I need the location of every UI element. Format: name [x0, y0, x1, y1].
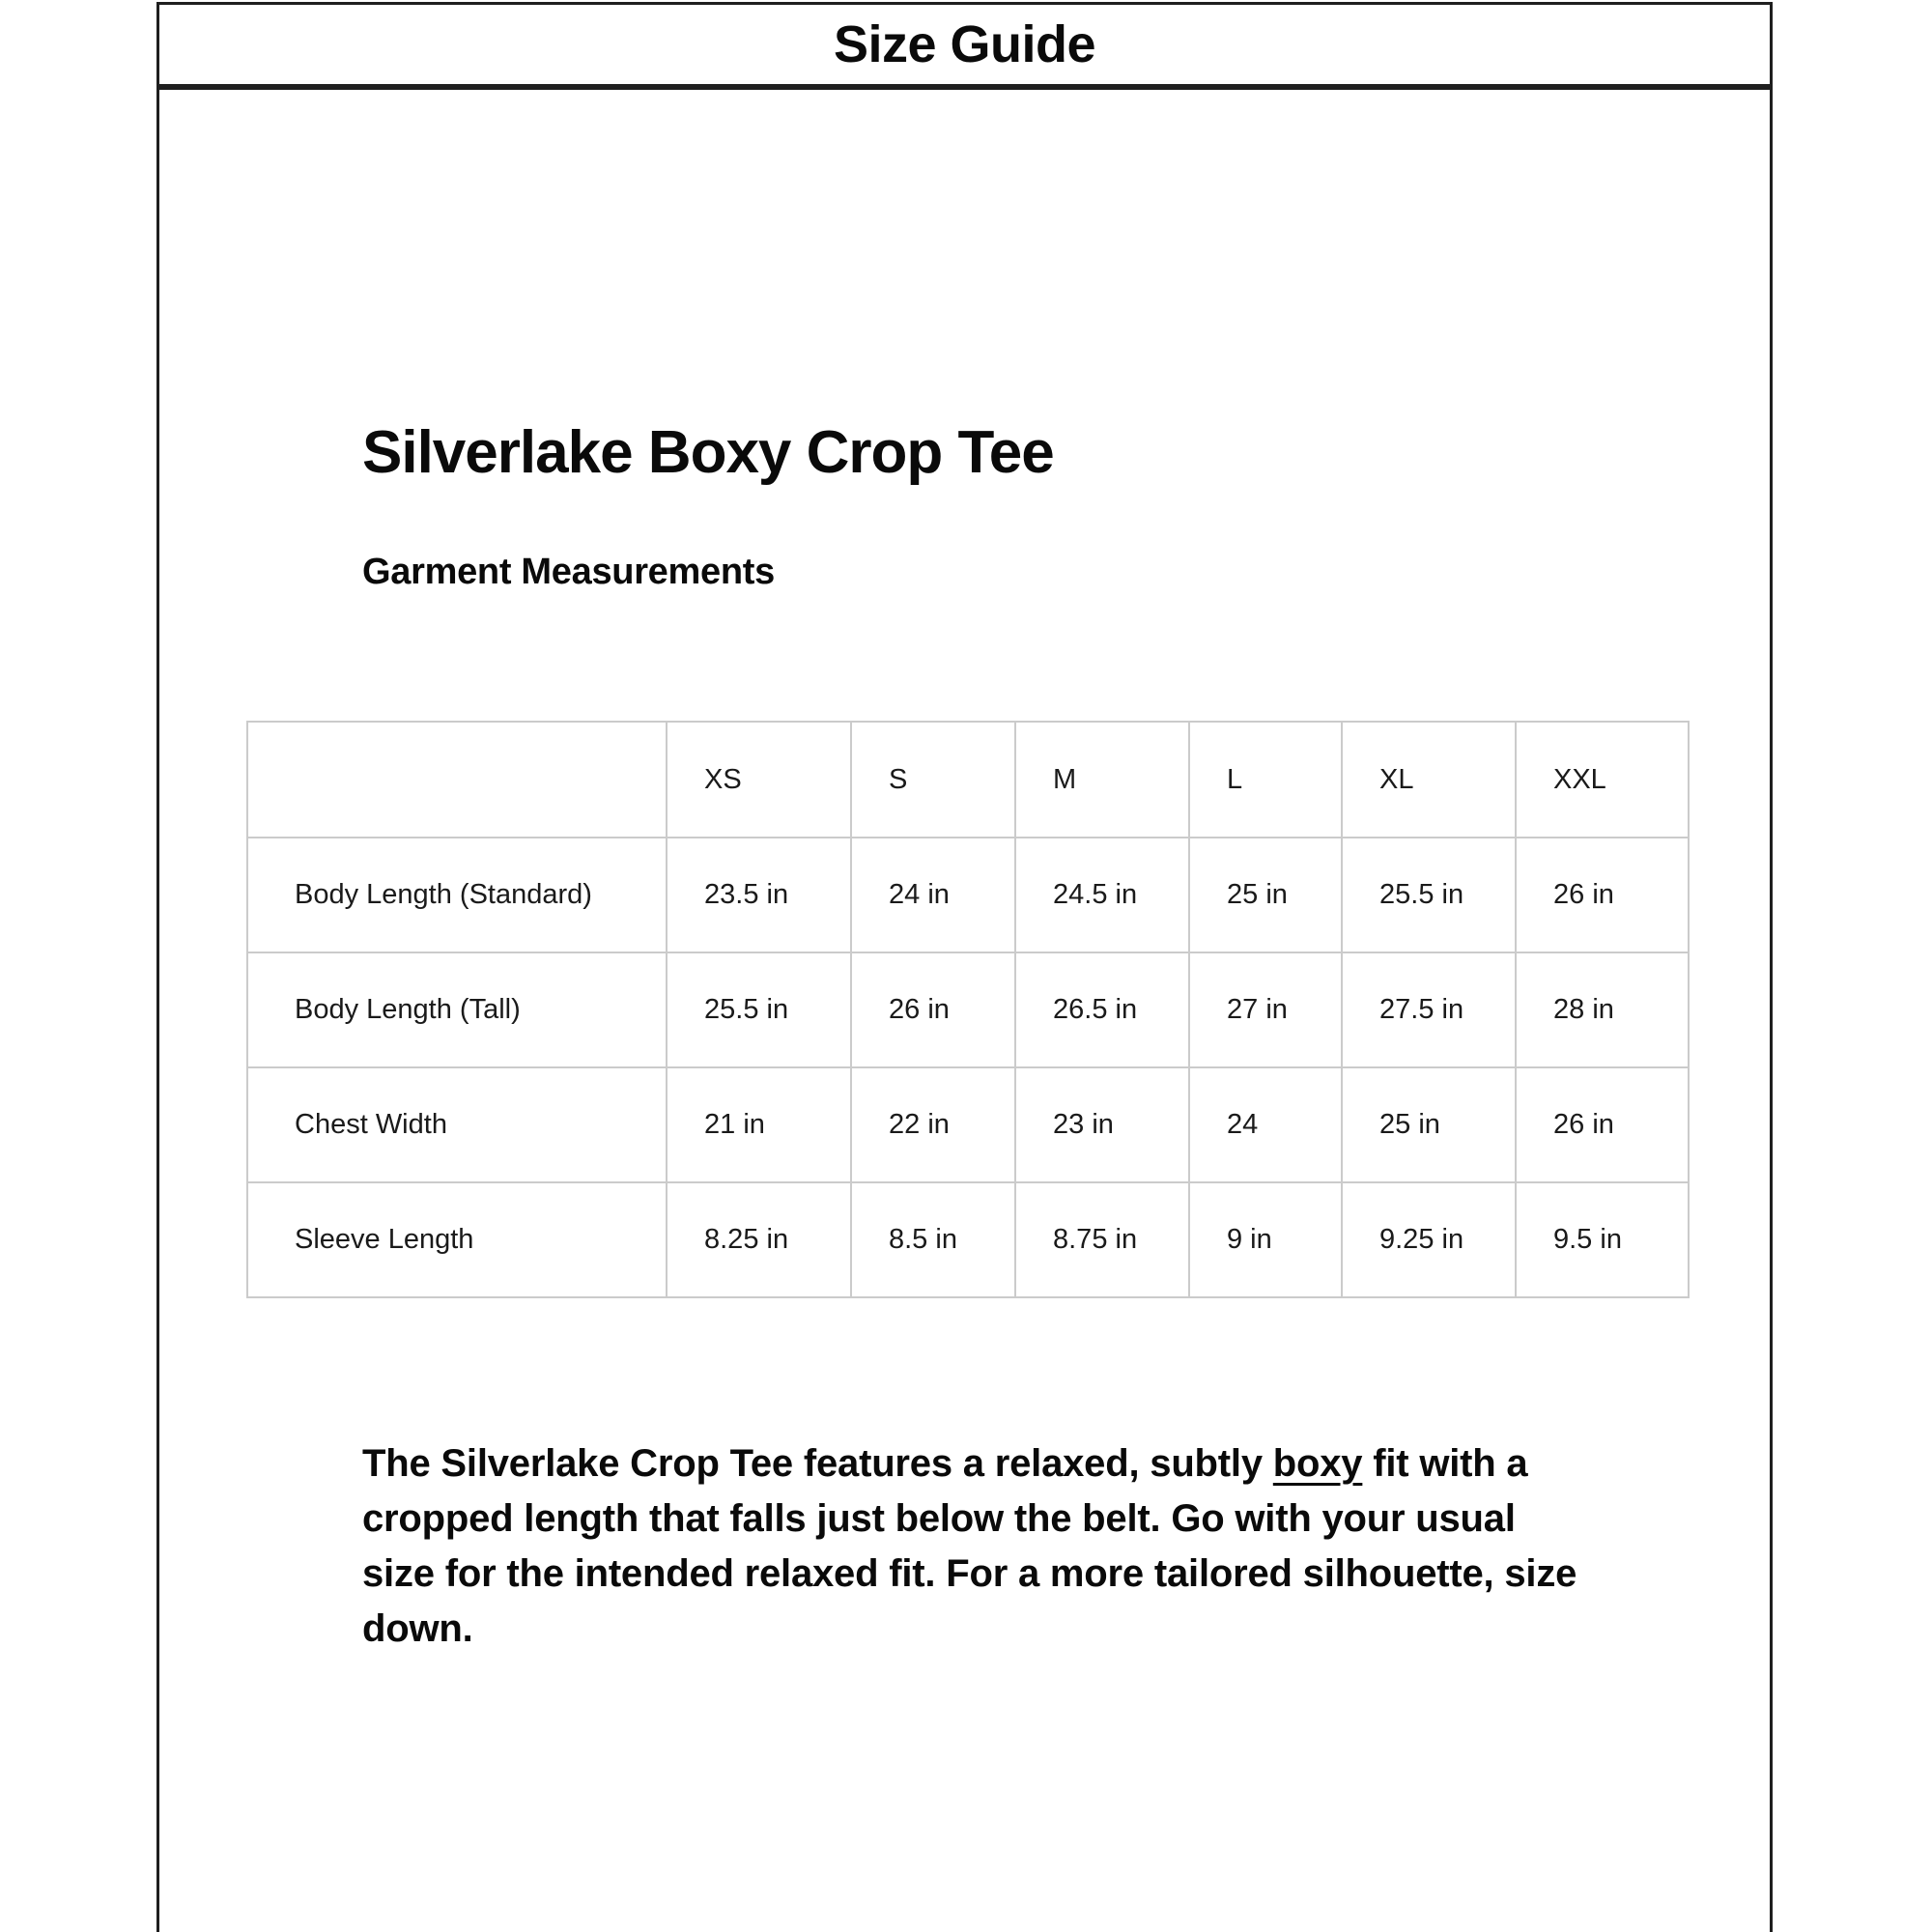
- cell-value: 26 in: [1516, 1067, 1689, 1182]
- cell-value: 25 in: [1189, 838, 1342, 952]
- cell-value: 25 in: [1342, 1067, 1516, 1182]
- boxy-link[interactable]: boxy: [1272, 1442, 1363, 1485]
- size-table-corner-cell: [247, 722, 667, 838]
- cell-value: 24: [1189, 1067, 1342, 1182]
- size-table: [246, 721, 1690, 1298]
- size-table-header-row: [247, 722, 1689, 838]
- size-column-xs: XS: [667, 722, 851, 838]
- cell-value: 26 in: [851, 952, 1015, 1067]
- garment-measurements-heading: Garment Measurements: [362, 552, 775, 592]
- cell-value: 9.5 in: [1516, 1182, 1689, 1297]
- cell-value: 8.5 in: [851, 1182, 1015, 1297]
- cell-value: 23 in: [1015, 1067, 1189, 1182]
- cell-value: 28 in: [1516, 952, 1689, 1067]
- cell-value: 27 in: [1189, 952, 1342, 1067]
- cell-value: 26.5 in: [1015, 952, 1189, 1067]
- cell-value: 25.5 in: [1342, 838, 1516, 952]
- cell-value: 27.5 in: [1342, 952, 1516, 1067]
- table-row: [247, 1182, 1689, 1297]
- size-guide-modal: [156, 2, 1773, 1932]
- cell-value: 8.75 in: [1015, 1182, 1189, 1297]
- fit-description: [362, 1436, 1595, 1657]
- row-label-chest-width: Chest Width: [247, 1067, 667, 1182]
- table-row: [247, 952, 1689, 1067]
- row-label-body-length-tall: Body Length (Tall): [247, 952, 667, 1067]
- table-row: [247, 1067, 1689, 1182]
- size-column-m: M: [1015, 722, 1189, 838]
- size-column-xl: XL: [1342, 722, 1516, 838]
- table-row: [247, 838, 1689, 952]
- modal-title: Size Guide: [833, 15, 1096, 73]
- cell-value: 24 in: [851, 838, 1015, 952]
- cell-value: 24.5 in: [1015, 838, 1189, 952]
- modal-header: [159, 5, 1770, 90]
- product-title: Silverlake Boxy Crop Tee: [362, 419, 1054, 486]
- fit-description-text-after: fit with a cropped length that falls just below the belt. Go with your usual size for the intended relaxed fit. For a more tailored silhouette, size down.: [362, 1442, 1577, 1650]
- fit-description-text-before: The Silverlake Crop Tee features a relaxed, subtly: [362, 1442, 1273, 1485]
- size-column-l: L: [1189, 722, 1342, 838]
- cell-value: 25.5 in: [667, 952, 851, 1067]
- cell-value: 23.5 in: [667, 838, 851, 952]
- cell-value: 9 in: [1189, 1182, 1342, 1297]
- cell-value: 8.25 in: [667, 1182, 851, 1297]
- row-label-sleeve-length: Sleeve Length: [247, 1182, 667, 1297]
- size-column-xxl: XXL: [1516, 722, 1689, 838]
- row-label-body-length-standard: Body Length (Standard): [247, 838, 667, 952]
- cell-value: 26 in: [1516, 838, 1689, 952]
- size-column-s: S: [851, 722, 1015, 838]
- cell-value: 9.25 in: [1342, 1182, 1516, 1297]
- cell-value: 22 in: [851, 1067, 1015, 1182]
- cell-value: 21 in: [667, 1067, 851, 1182]
